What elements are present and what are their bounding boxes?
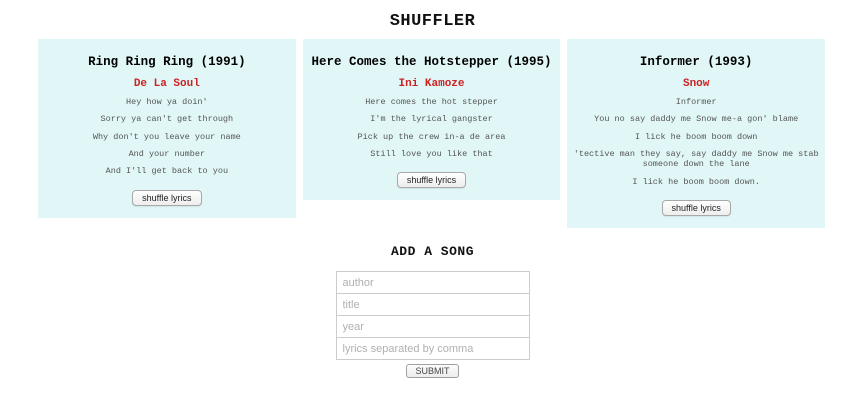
lyric-line: And I'll get back to you — [105, 166, 229, 177]
song-title: Ring Ring Ring (1991) — [88, 55, 246, 69]
lyric-line: I lick he boom boom down — [634, 131, 758, 142]
title-field[interactable] — [336, 293, 530, 316]
lyric-line: Here comes the hot stepper — [365, 97, 498, 107]
lyrics-list — [571, 97, 821, 187]
song-title: Informer (1993) — [639, 55, 753, 69]
lyric-line: Pick up the crew in-a de area — [357, 131, 506, 142]
shuffle-lyrics-button[interactable]: shuffle lyrics — [132, 190, 201, 206]
song-artist: Ini Kamoze — [398, 78, 465, 90]
lyrics-list — [42, 97, 292, 177]
song-artist: Snow — [682, 78, 710, 90]
submit-button[interactable]: SUBMIT — [406, 364, 458, 378]
song-artist: De La Soul — [133, 78, 200, 90]
year-field[interactable] — [336, 315, 530, 338]
shuffle-lyrics-button[interactable]: shuffle lyrics — [662, 200, 731, 216]
lyrics-list — [307, 97, 557, 159]
lyric-line: 'tective man they say, say daddy me Snow me stab someone down the lane — [573, 149, 819, 170]
add-song-heading: ADD A SONG — [390, 244, 474, 260]
song-card-informer — [567, 39, 825, 228]
shuffle-lyrics-button[interactable]: shuffle lyrics — [397, 172, 466, 188]
lyric-line: You no say daddy me Snow me-a gon' blame — [594, 114, 799, 125]
lyric-line: Why don't you leave your name — [92, 131, 241, 142]
add-song-form — [336, 271, 530, 378]
lyric-line: Hey how ya doin' — [126, 97, 208, 107]
author-field[interactable] — [336, 271, 530, 294]
lyric-line: Still love you like that — [370, 149, 493, 160]
song-title: Here Comes the Hotstepper (1995) — [311, 55, 552, 69]
lyric-line: I lick he boom boom down. — [632, 176, 760, 187]
song-card-here-comes-the-hotstepper — [303, 39, 561, 200]
lyric-line: And your number — [128, 149, 206, 160]
lyric-line: Informer — [675, 97, 717, 107]
page-title: SHUFFLER — [389, 12, 476, 31]
lyrics-field[interactable] — [336, 337, 530, 360]
song-card-list — [38, 39, 825, 228]
lyric-line: Sorry ya can't get through — [100, 114, 234, 125]
lyric-line: I'm the lyrical gangster — [370, 114, 493, 125]
song-card-ring-ring-ring — [38, 39, 296, 218]
